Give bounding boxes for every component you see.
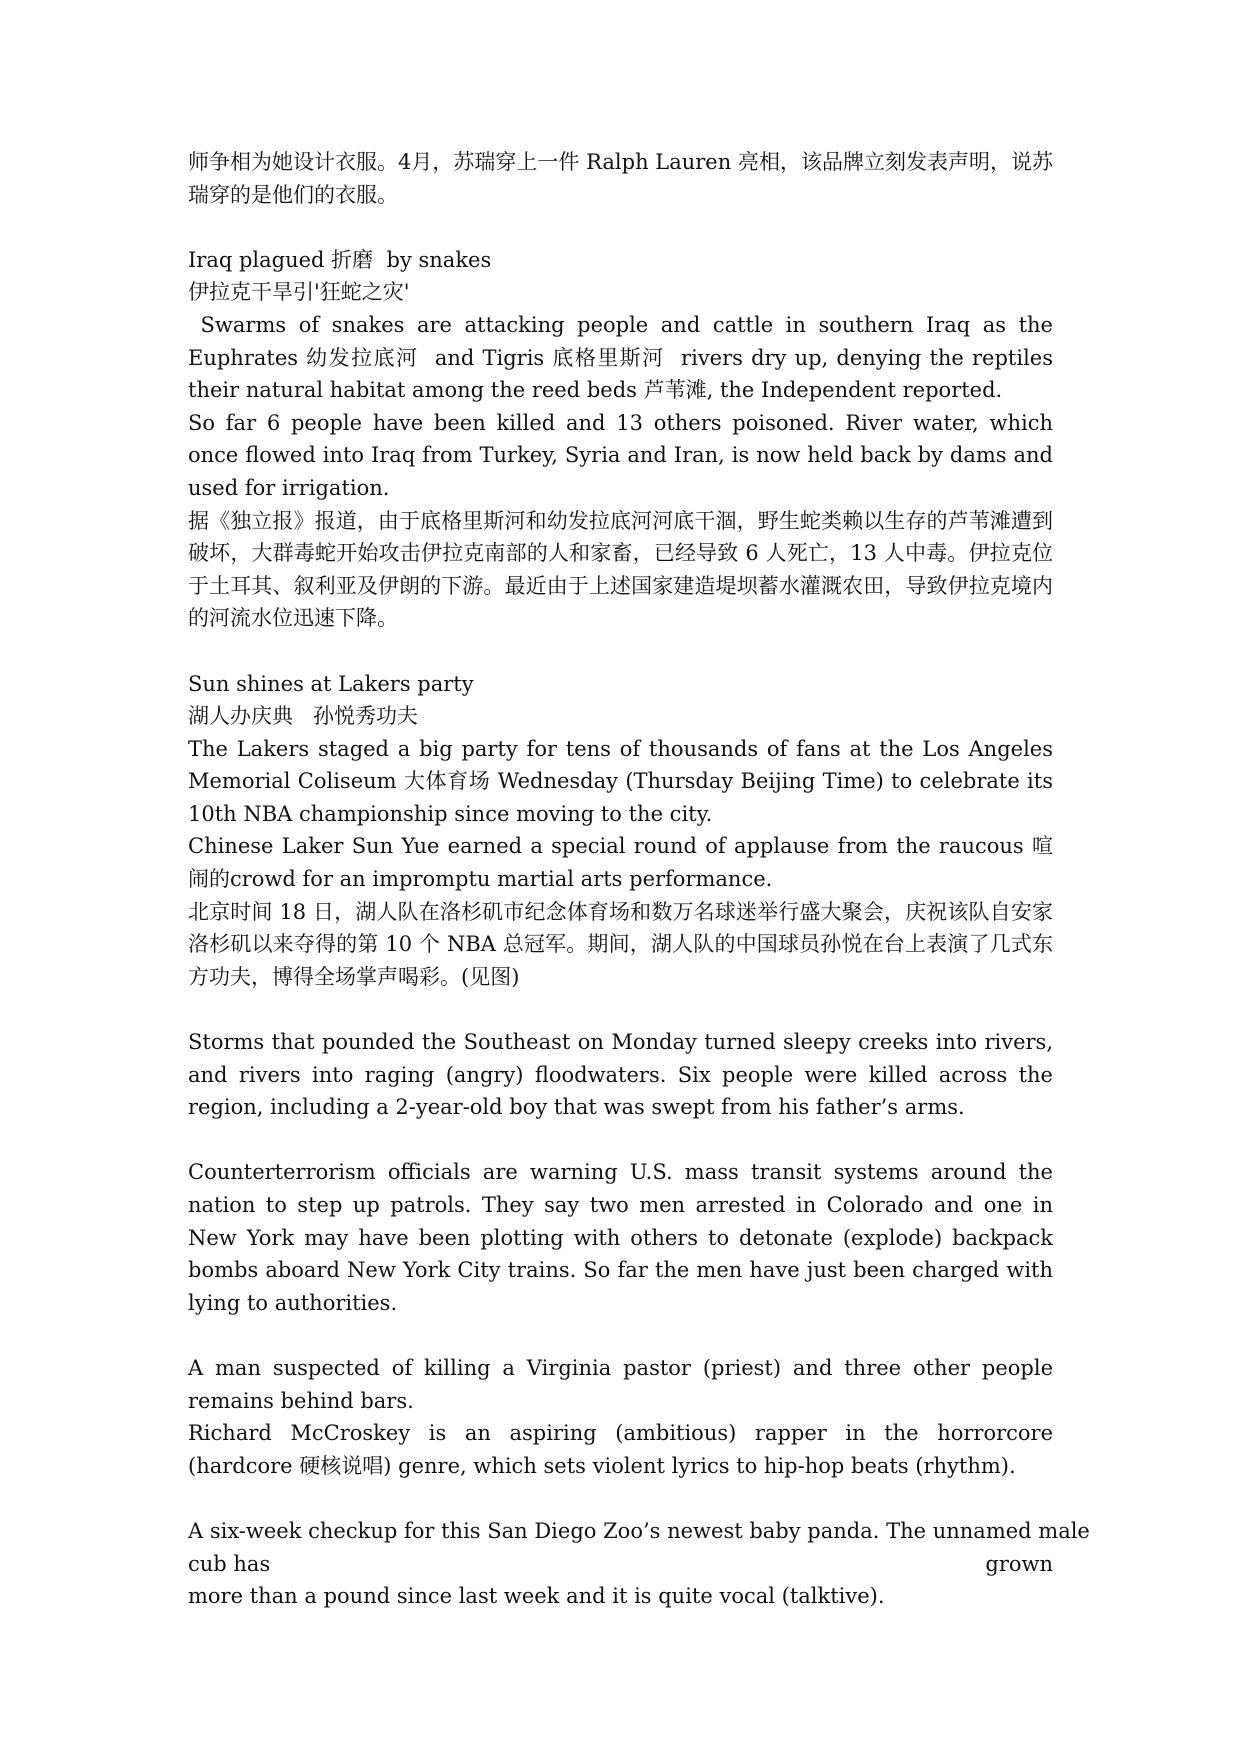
virginia-paragraph-2: Richard McCroskey is an aspiring (ambitious) rapper in the horrorcore (hardcore 硬核说唱) genre, which sets violent lyrics to hip-hop beats (rhythm). — [188, 1421, 1053, 1478]
iraq-headline-zh: 伊拉克干旱引'狂蛇之灾' — [188, 280, 410, 305]
lakers-paragraph-zh: 北京时间 18 日，湖人队在洛杉矶市纪念体育场和数万名球迷举行盛大聚会，庆祝该队自安家洛杉矶以来夺得的第 10 个 NBA 总冠军。期间，湖人队的中国球员孙悦在台上表演了几式东方功夫，博得全场掌声喝彩。(见图) — [188, 899, 1053, 989]
document-page — [188, 146, 1090, 1613]
paragraph-gap — [188, 1124, 1053, 1157]
panda-line-1: A six-week checkup for this San Diego Zoo’s newest baby panda. The unnamed male — [188, 1518, 1090, 1543]
intro-paragraph: 师争相为她设计衣服。4月，苏瑞穿上一件 Ralph Lauren 亮相，该品牌立刻发表声明，说苏瑞穿的是他们的衣服。 — [188, 150, 1053, 207]
paragraph-gap — [188, 1482, 1053, 1515]
lakers-headline-en: Sun shines at Lakers party — [188, 671, 474, 696]
iraq-headline-en: Iraq plagued 折磨 by snakes — [188, 247, 492, 272]
virginia-paragraph-1: A man suspected of killing a Virginia pastor (priest) and three other people remains behind bars. — [188, 1355, 1053, 1413]
paragraph-gap — [188, 211, 1053, 244]
iraq-paragraph-zh: 据《独立报》报道，由于底格里斯河和幼发拉底河河底干涸，野生蛇类赖以生存的芦苇滩遭到破坏，大群毒蛇开始攻击伊拉克南部的人和家畜，已经导致 6 人死亡，13 人中毒。伊拉克位于土耳其、叙利亚及伊朗的下游。最近由于上述国家建造堤坝蓄水灌溉农田，导致伊拉克境内的河流水位迅速下降。 — [188, 508, 1053, 631]
lakers-headline-zh: 湖人办庆典 孙悦秀功夫 — [188, 704, 419, 729]
lakers-paragraph-1: The Lakers staged a big party for tens of thousands of fans at the Los Angeles Memorial Coliseum 大体育场 Wednesday (Thursday Beijing Time) to celebrate its 10th NBA championship since moving to the city. — [188, 736, 1053, 826]
panda-line-2-right: grown — [985, 1551, 1053, 1576]
panda-line-2 — [188, 1548, 1053, 1581]
storms-paragraph: Storms that pounded the Southeast on Monday turned sleepy creeks into rivers, and rivers into raging (angry) floodwaters. Six people were killed across the region, including a 2-year-old boy that was swept from his father’s arms. — [188, 1030, 1053, 1120]
counterterrorism-paragraph: Counterterrorism officials are warning U.S. mass transit systems around the nation to step up patrols. They say two men arrested in Colorado and one in New York may have been plotting with others to detonate (explode) backpack bombs aboard New York City trains. So far the men have just been charged with lying to authorities. — [188, 1160, 1053, 1315]
panda-line-3: more than a pound since last week and it is quite vocal (talktive). — [188, 1584, 885, 1609]
paragraph-gap — [188, 635, 1053, 668]
paragraph-gap — [188, 1319, 1053, 1352]
lakers-paragraph-2: Chinese Laker Sun Yue earned a special round of applause from the raucous 喧闹的crowd for an impromptu martial arts performance. — [188, 834, 1053, 892]
iraq-paragraph-2: So far 6 people have been killed and 13 others poisoned. River water, which once flowed into Iraq from Turkey, Syria and Iran, is now held back by dams and used for irrigation. — [188, 410, 1053, 500]
paragraph-gap — [188, 993, 1053, 1026]
panda-line-2-left: cub has — [188, 1551, 271, 1576]
iraq-paragraph-1: Swarms of snakes are attacking people and cattle in southern Iraq as the Euphrates 幼发拉底河 and Tigris 底格里斯河 rivers dry up, denying the reptiles their natural habitat among the reed beds 芦苇滩, the Independent reported. — [188, 312, 1060, 403]
